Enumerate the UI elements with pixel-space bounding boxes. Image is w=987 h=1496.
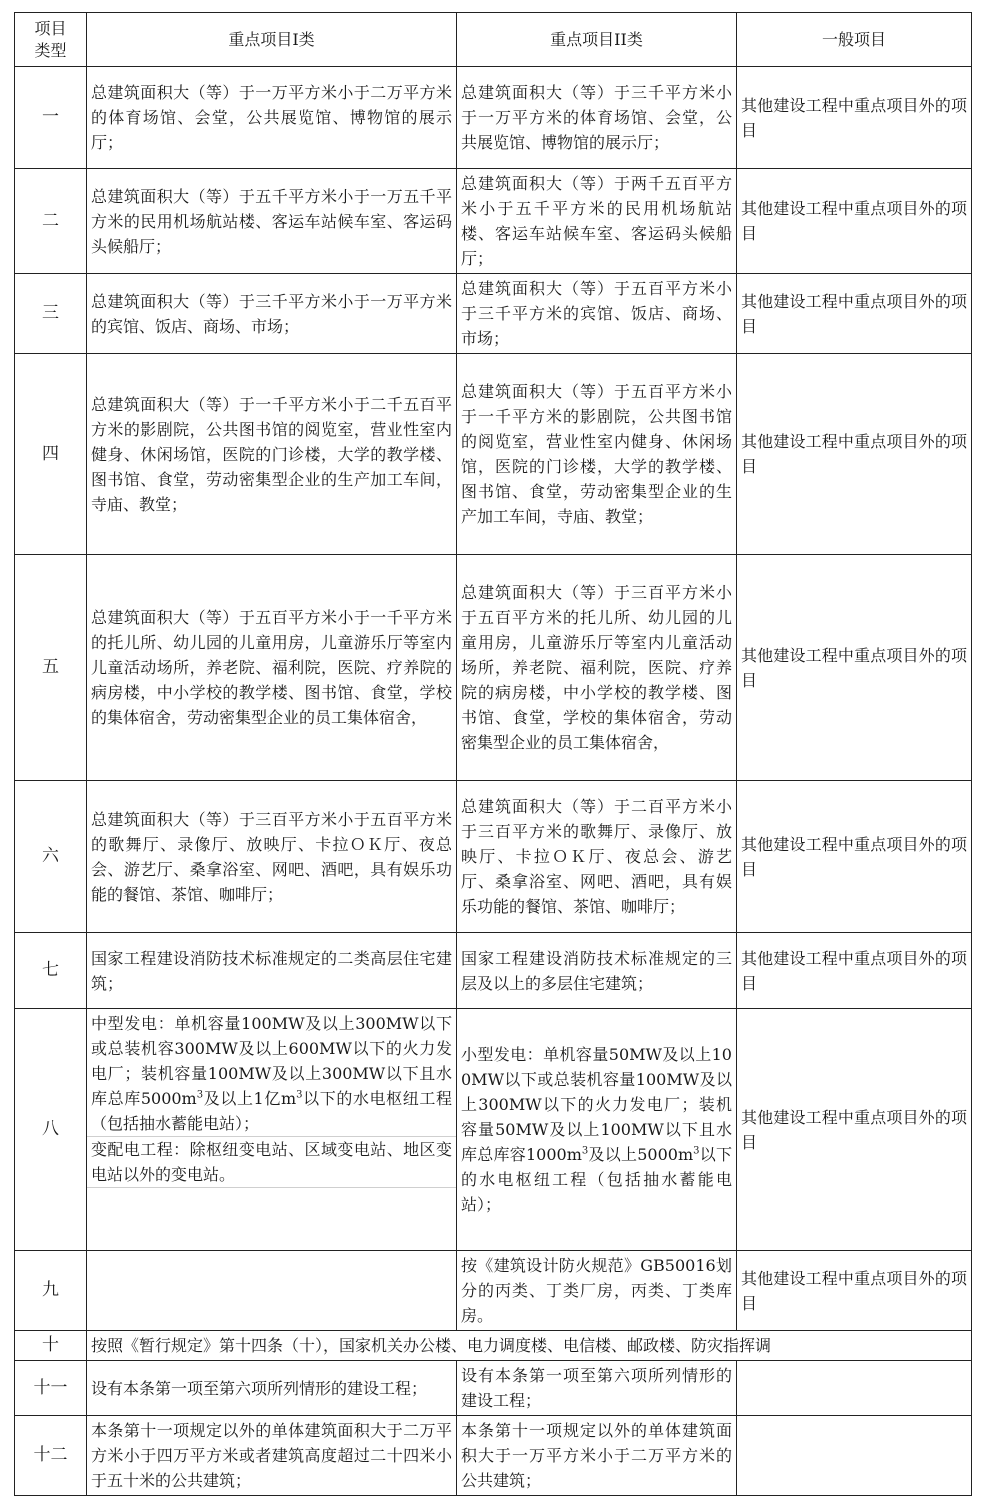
cell-class-2: 总建筑面积大（等）于五百平方米小于三千平方米的宾馆、饭店、商场、市场；	[457, 274, 737, 354]
cell-class-2: 总建筑面积大（等）于五百平方米小于一千平方米的影剧院，公共图书馆的阅览室，营业性室内健身、休闲场馆，医院的门诊楼，大学的教学楼、图书馆、食堂，劳动密集型企业的生产加工车间，寺庙、教堂；	[457, 354, 737, 555]
row-type: 二	[15, 169, 87, 274]
document-page	[14, 12, 971, 1496]
text-part: 中型发电：单机容量100MW及以上300MW以下或总装机容300MW及以上600MW以下的火力发电厂；装机容量100MW及以上300MW以下且水库总库5000m	[91, 1014, 452, 1108]
cell-class-2	[457, 1009, 737, 1251]
cell-class-1: 总建筑面积大（等）于五千平方米小于一万五千平方米的民用机场航站楼、客运车站候车室、客运码头候船厅；	[87, 169, 457, 274]
row-type: 五	[15, 555, 87, 781]
cell-class-2: 总建筑面积大（等）于两千五百平方米小于五千平方米的民用机场航站楼、客运车站候车室、客运码头候船厅；	[457, 169, 737, 274]
cell-general: 其他建设工程中重点项目外的项目	[737, 781, 972, 933]
cell-class-1	[87, 1251, 457, 1331]
text-part: 以下的水电枢纽工程（包括抽水蓄能电站）；	[91, 1089, 452, 1133]
cell-class-1: 总建筑面积大（等）于一千平方米小于二千五百平方米的影剧院，公共图书馆的阅览室，营业性室内健身、休闲场馆，医院的门诊楼，大学的教学楼、图书馆、食堂，劳动密集型企业的生产加工车间，寺庙、教堂；	[87, 354, 457, 555]
table-row	[15, 67, 972, 169]
cell-general	[737, 1416, 972, 1496]
superscript: 3	[196, 1089, 204, 1101]
row-type: 八	[15, 1009, 87, 1251]
row-type: 六	[15, 781, 87, 933]
cell-general: 其他建设工程中重点项目外的项目	[737, 1009, 972, 1251]
cell-class-1: 国家工程建设消防技术标准规定的二类高层住宅建筑；	[87, 933, 457, 1009]
text-part: 小型发电：单机容量50MW及以上100MW以下或总装机容量100MW及以上300MW以下的火力发电厂；装机容量50MW及以上100MW以下且水库总库容1000m	[461, 1045, 732, 1164]
table-row	[15, 933, 972, 1009]
cell-class-2: 总建筑面积大（等）于二百平方米小于三百平方米的歌舞厅、录像厅、放映厅、卡拉ＯＫ厅、夜总会、游艺厅、桑拿浴室、网吧、酒吧，具有娱乐功能的餐馆、茶馆、咖啡厅；	[457, 781, 737, 933]
cell-general: 其他建设工程中重点项目外的项目	[737, 933, 972, 1009]
cell-general: 其他建设工程中重点项目外的项目	[737, 1251, 972, 1331]
text-part: 及以上1亿m	[203, 1089, 297, 1108]
table-row	[15, 354, 972, 555]
table-row	[15, 1009, 972, 1251]
table-header-row	[15, 13, 972, 67]
row-type: 七	[15, 933, 87, 1009]
cell-general: 其他建设工程中重点项目外的项目	[737, 274, 972, 354]
row-type: 十一	[15, 1361, 87, 1416]
superscript: 3	[693, 1145, 700, 1157]
row-type: 十	[15, 1331, 87, 1361]
cell-class-2: 本条第十一项规定以外的单体建筑面积大于一万平方米小于二万平方米的公共建筑；	[457, 1416, 737, 1496]
superscript: 3	[581, 1145, 589, 1157]
cell-class-1: 总建筑面积大（等）于一万平方米小于二万平方米的体育场馆、会堂，公共展览馆、博物馆的展示厅；	[87, 67, 457, 169]
cell-class-1-substation: 变配电工程：除枢纽变电站、区域变电站、地区变电站以外的变电站。	[87, 1136, 456, 1187]
row-type: 一	[15, 67, 87, 169]
header-key-class-2: 重点项目II类	[457, 13, 737, 67]
table-row	[15, 1416, 972, 1496]
table-row	[15, 1361, 972, 1416]
header-general: 一般项目	[737, 13, 972, 67]
cell-general: 其他建设工程中重点项目外的项目	[737, 555, 972, 781]
cell-class-2: 设有本条第一项至第六项所列情形的建设工程；	[457, 1361, 737, 1416]
table-row	[15, 169, 972, 274]
cell-merged: 按照《暂行规定》第十四条（十），国家机关办公楼、电力调度楼、电信楼、邮政楼、防灾指挥调	[87, 1331, 972, 1361]
text-part: 及以上5000m	[588, 1145, 694, 1164]
cell-general: 其他建设工程中重点项目外的项目	[737, 354, 972, 555]
text-part: 以下的水电枢纽工程（包括抽水蓄能电站）；	[461, 1145, 732, 1214]
cell-divider	[87, 1187, 456, 1206]
header-type-line1: 项目	[34, 18, 67, 38]
cell-class-2: 国家工程建设消防技术标准规定的三层及以上的多层住宅建筑；	[457, 933, 737, 1009]
cell-class-1: 总建筑面积大（等）于五百平方米小于一千平方米的托儿所、幼儿园的儿童用房，儿童游乐厅等室内儿童活动场所，养老院、福利院，医院、疗养院的病房楼，中小学校的教学楼、图书馆、食堂，学校的集体宿舍，劳动密集型企业的员工集体宿舍，	[87, 555, 457, 781]
cell-class-1-generation	[91, 1011, 452, 1136]
table-row	[15, 781, 972, 933]
row-type: 九	[15, 1251, 87, 1331]
project-classification-table	[14, 12, 972, 1496]
cell-class-1: 总建筑面积大（等）于三千平方米小于一万平方米的宾馆、饭店、商场、市场；	[87, 274, 457, 354]
cell-class-1	[87, 1009, 457, 1251]
table-row	[15, 274, 972, 354]
cell-general	[737, 1361, 972, 1416]
cell-class-1: 设有本条第一项至第六项所列情形的建设工程；	[87, 1361, 457, 1416]
cell-class-2: 总建筑面积大（等）于三百平方米小于五百平方米的托儿所、幼儿园的儿童用房，儿童游乐厅等室内儿童活动场所，养老院、福利院，医院、疗养院的病房楼，中小学校的教学楼、图书馆、食堂，学校的集体宿舍，劳动密集型企业的员工集体宿舍，	[457, 555, 737, 781]
cell-general: 其他建设工程中重点项目外的项目	[737, 67, 972, 169]
superscript: 3	[296, 1089, 303, 1101]
table-row	[15, 1251, 972, 1331]
table-row	[15, 1331, 972, 1361]
cell-class-1: 总建筑面积大（等）于三百平方米小于五百平方米的歌舞厅、录像厅、放映厅、卡拉ＯＫ厅、夜总会、游艺厅、桑拿浴室、网吧、酒吧，具有娱乐功能的餐馆、茶馆、咖啡厅；	[87, 781, 457, 933]
row-type: 四	[15, 354, 87, 555]
row-type: 三	[15, 274, 87, 354]
cell-class-1: 本条第十一项规定以外的单体建筑面积大于二万平方米小于四万平方米或者建筑高度超过二十四米小于五十米的公共建筑；	[87, 1416, 457, 1496]
table-row	[15, 555, 972, 781]
header-type-line2: 类型	[34, 40, 67, 60]
row-type: 十二	[15, 1416, 87, 1496]
header-type	[15, 13, 87, 67]
header-key-class-1: 重点项目I类	[87, 13, 457, 67]
cell-class-2: 按《建筑设计防火规范》GB50016划分的丙类、丁类厂房，丙类、丁类库房。	[457, 1251, 737, 1331]
cell-class-2: 总建筑面积大（等）于三千平方米小于一万平方米的体育场馆、会堂，公共展览馆、博物馆的展示厅；	[457, 67, 737, 169]
cell-general: 其他建设工程中重点项目外的项目	[737, 169, 972, 274]
